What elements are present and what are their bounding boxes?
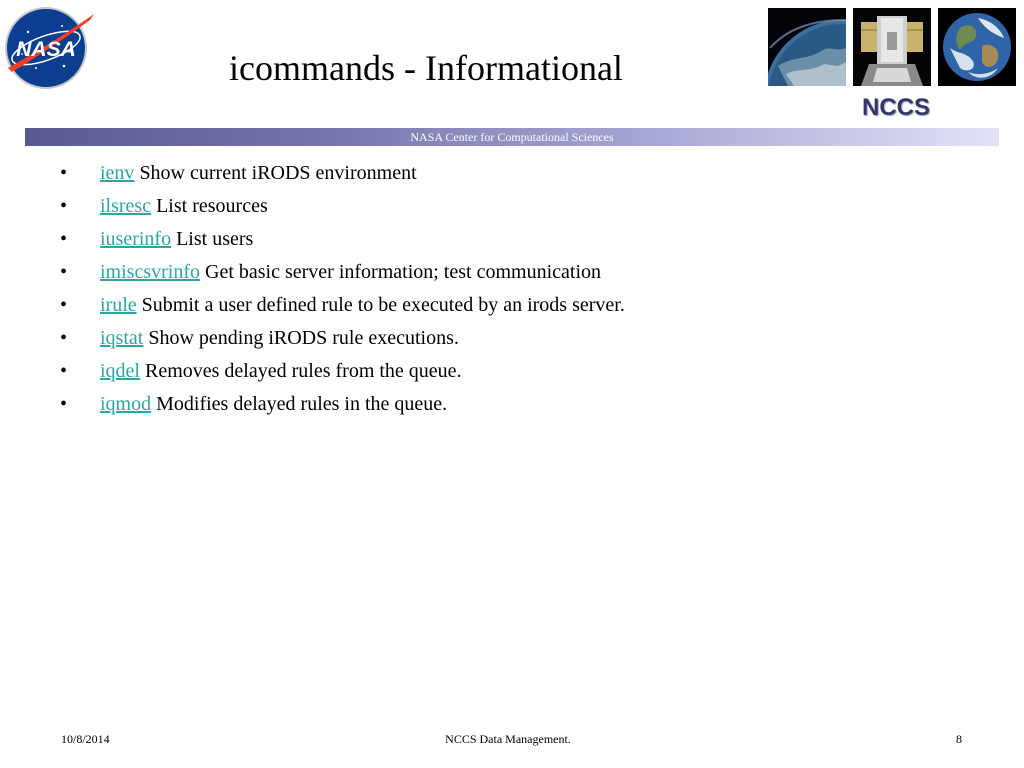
command-description: Removes delayed rules from the queue. [145, 360, 462, 382]
bullet-icon: • [60, 360, 68, 382]
list-item-content [100, 223, 253, 256]
list-item [0, 157, 1000, 190]
earth-limb-photo [768, 8, 846, 86]
list-item-content [100, 190, 268, 223]
footer-title: NCCS Data Management. [445, 732, 571, 746]
bullet-icon: • [60, 393, 68, 415]
command-description: List resources [156, 195, 268, 217]
command-description: Get basic server information; test communication [205, 261, 601, 283]
space-shuttle-icon [853, 8, 931, 86]
command-description: Show pending iRODS rule executions. [148, 327, 459, 349]
list-item-content [100, 322, 459, 355]
list-item-content [100, 388, 447, 421]
command-description: Modifies delayed rules in the queue. [156, 393, 448, 415]
command-description: Submit a user defined rule to be executed by an irods server. [141, 294, 625, 316]
ncss-brand-logo: NCCS [862, 94, 931, 121]
command-list [0, 157, 1000, 421]
bullet-icon: • [60, 294, 68, 316]
header-banner [25, 128, 999, 146]
bullet-icon: • [60, 162, 68, 184]
command-link-ilsresc[interactable]: ilsresc [100, 195, 152, 217]
bullet-icon: • [60, 327, 68, 349]
list-item [0, 322, 1000, 355]
list-item [0, 388, 1000, 421]
bullet-icon: • [60, 228, 68, 250]
command-link-imiscsvrinfo[interactable]: imiscsvrinfo [100, 261, 200, 283]
list-item [0, 190, 1000, 223]
bullet-icon: • [60, 261, 68, 283]
list-item-content [100, 355, 462, 388]
command-description: Show current iRODS environment [139, 162, 417, 184]
space-shuttle-photo [853, 8, 931, 86]
command-link-iqstat[interactable]: iqstat [100, 327, 144, 349]
list-item-content [100, 289, 625, 322]
slide-title: icommands - Informational [229, 48, 623, 88]
earth-globe-icon [938, 8, 1016, 86]
command-link-iqmod[interactable]: iqmod [100, 393, 152, 415]
command-link-iuserinfo[interactable]: iuserinfo [100, 228, 172, 250]
command-link-irule[interactable]: irule [100, 294, 137, 316]
banner-text: NASA Center for Computational Sciences [410, 130, 614, 144]
list-item-content [100, 157, 417, 190]
command-link-ienv[interactable]: ienv [100, 162, 135, 184]
list-item [0, 355, 1000, 388]
earth-globe-photo [938, 8, 1016, 86]
list-item [0, 289, 1000, 322]
list-item [0, 256, 1000, 289]
list-item-content [100, 256, 601, 289]
footer-date: 10/8/2014 [61, 732, 110, 746]
bullet-icon: • [60, 195, 68, 217]
command-description: List users [176, 228, 254, 250]
earth-limb-icon [768, 8, 846, 86]
nasa-logo-text: NASA [16, 38, 76, 61]
command-link-iqdel[interactable]: iqdel [100, 360, 140, 382]
list-item [0, 223, 1000, 256]
page-number: 8 [956, 732, 962, 746]
